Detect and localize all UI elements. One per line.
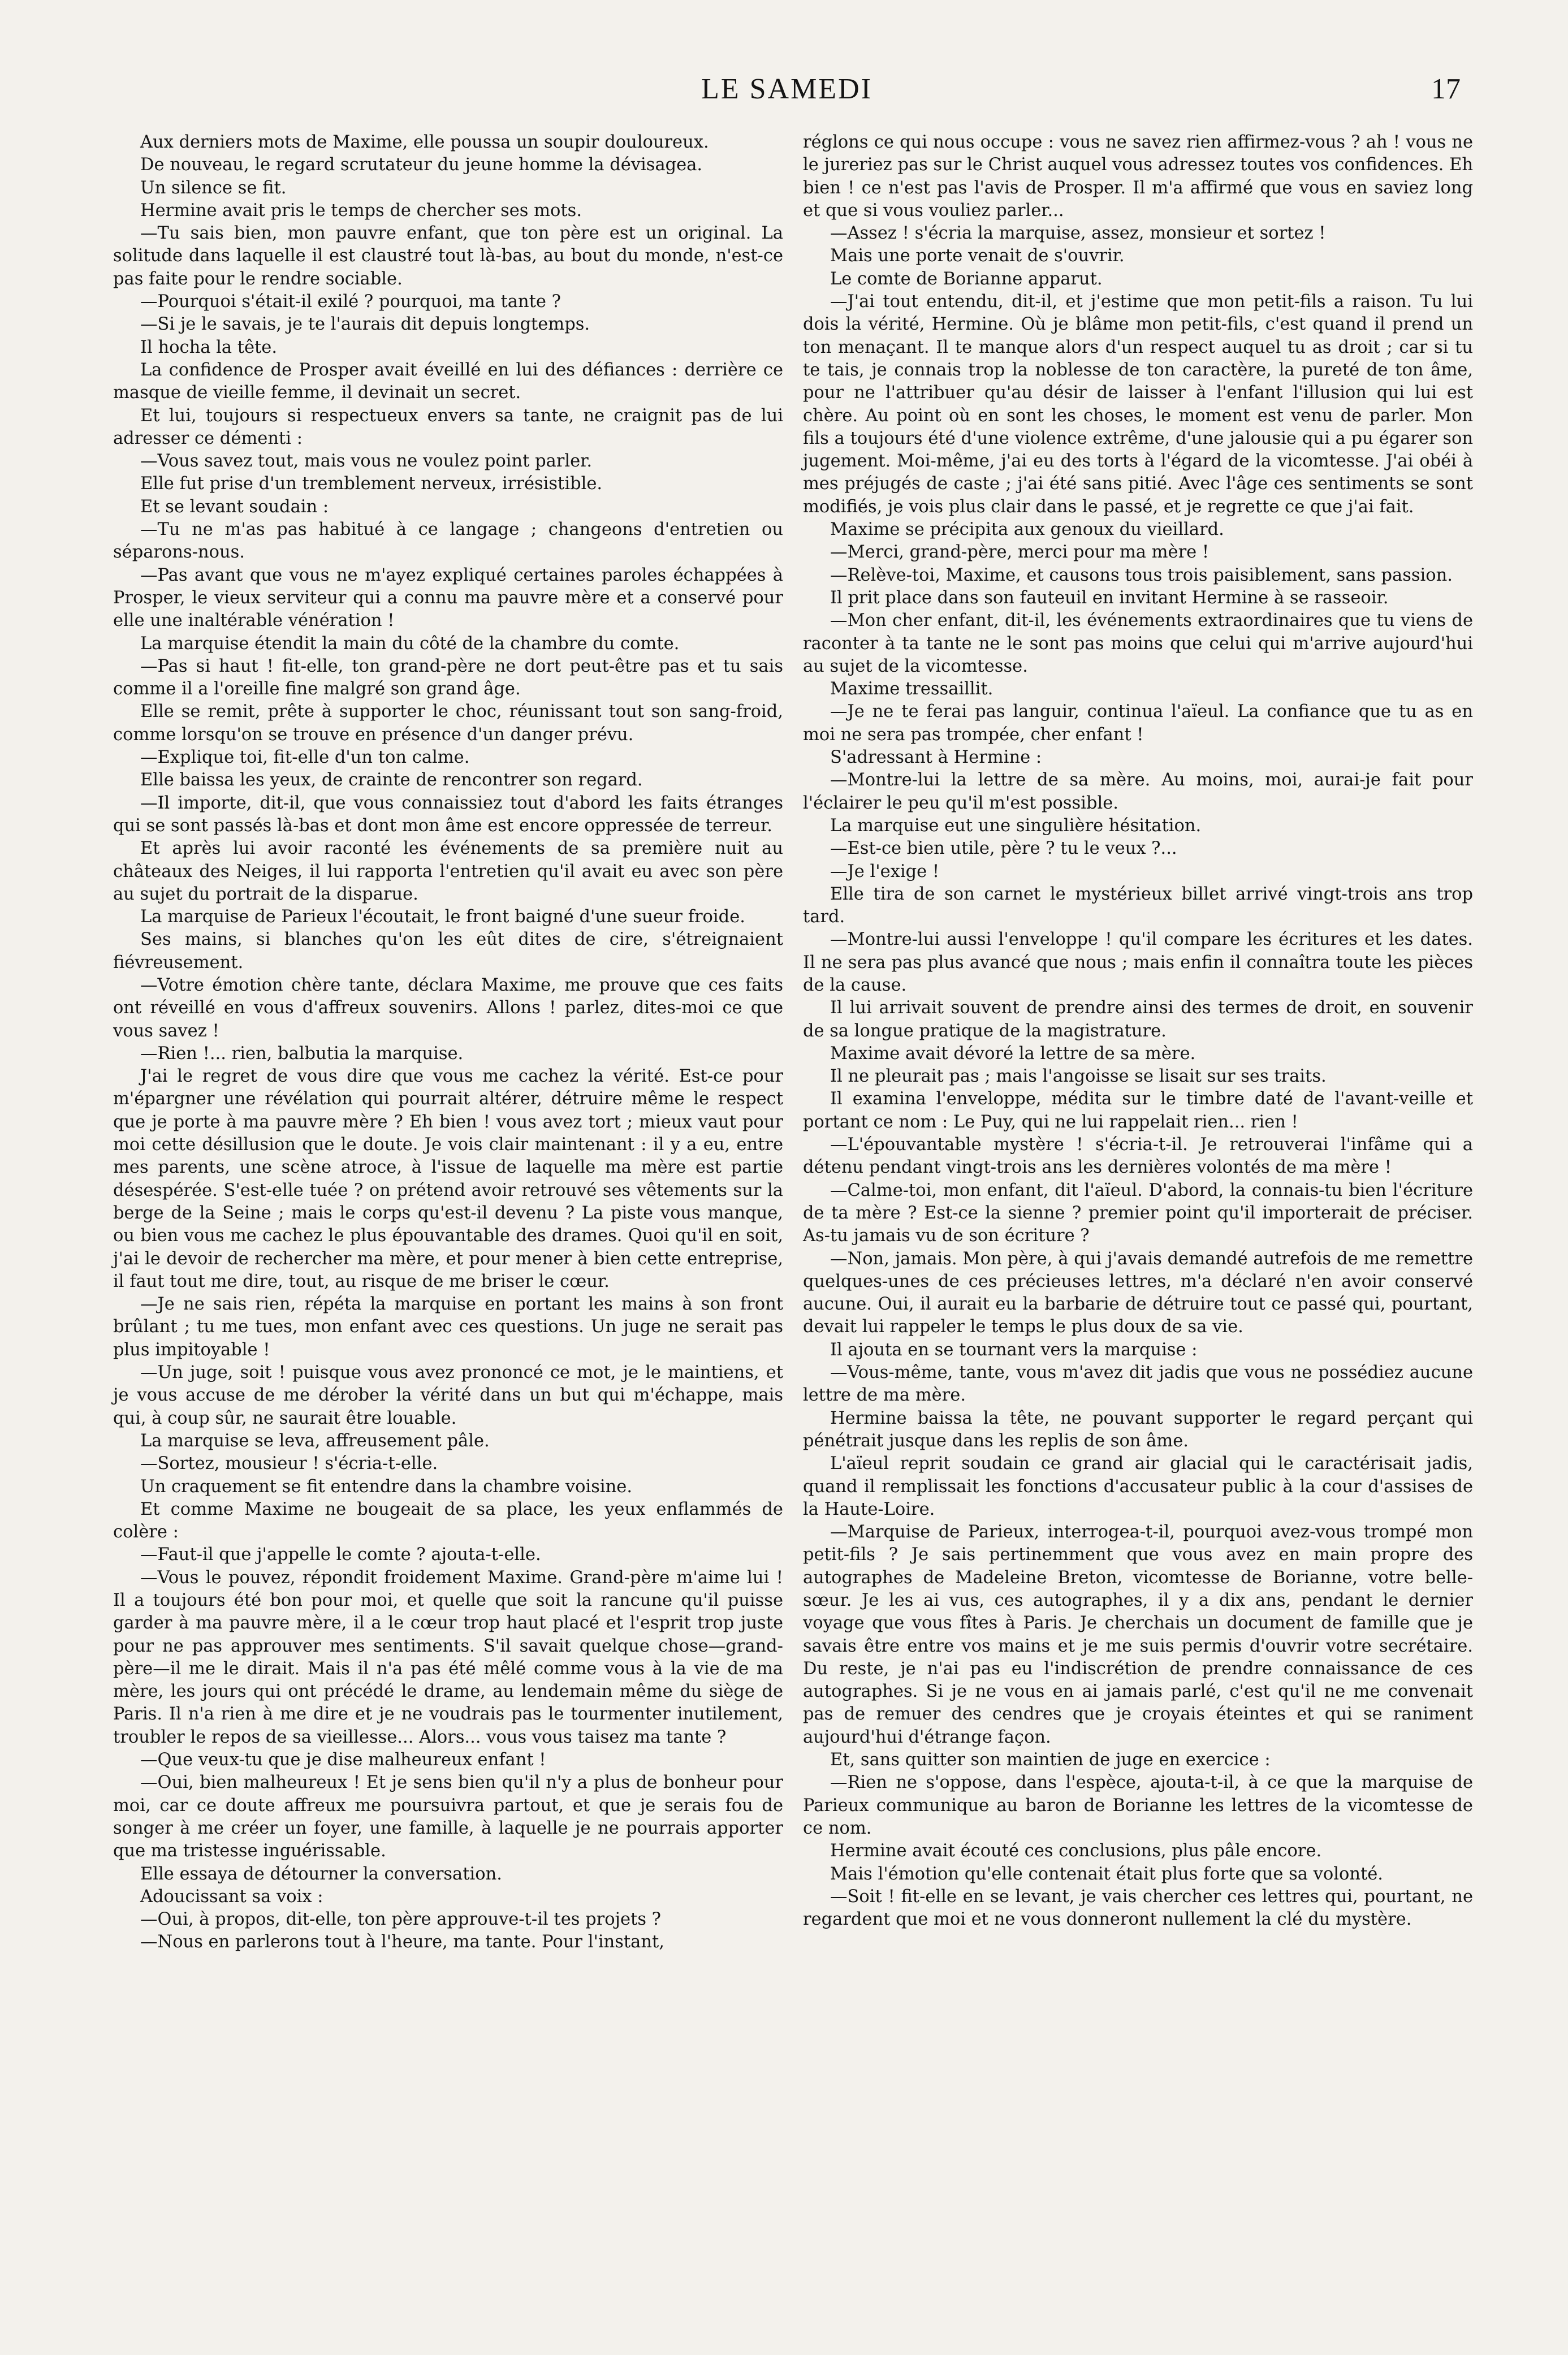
paragraph: Et après lui avoir raconté les événements de sa première nuit au châteaux des Neiges, il lui rapporta l'entretien qu'il avait eu avec son père au sujet du portrait de la disparue. bbox=[113, 839, 783, 904]
paragraph: —Votre émotion chère tante, déclara Maxime, me prouve que ces faits ont réveillé en vous d'affreux souvenirs. Allons ! parlez, dites-moi ce que vous savez ! bbox=[113, 975, 783, 1041]
paragraph: Adoucissant sa voix : bbox=[140, 1886, 323, 1907]
paragraph: —Rien !... rien, balbutia la marquise. bbox=[140, 1043, 464, 1064]
paragraph: —Pas si haut ! fit-elle, ton grand-père ne dort peut-être pas et tu sais comme il a l'oreille fine malgré son grand âge. bbox=[113, 656, 783, 699]
paragraph: Il lui arrivait souvent de prendre ainsi des termes de droit, en souvenir de sa longue pratique de la magistrature. bbox=[803, 998, 1473, 1041]
page-header bbox=[113, 68, 1461, 119]
paragraph: Maxime se précipita aux genoux du vieillard. bbox=[830, 520, 1224, 540]
paragraph: Mais une porte venait de s'ouvrir. bbox=[830, 246, 1125, 266]
left-column bbox=[113, 131, 783, 1954]
paragraph: Il ajouta en se tournant vers la marquise : bbox=[830, 1339, 1198, 1360]
paragraph: —Assez ! s'écria la marquise, assez, monsieur et sortez ! bbox=[830, 223, 1326, 244]
paragraph: —Relève-toi, Maxime, et causons tous trois paisiblement, sans passion. bbox=[830, 565, 1453, 585]
paragraph: —Vous-même, tante, vous m'avez dit jadis que vous ne possédiez aucune lettre de ma mère. bbox=[803, 1363, 1473, 1406]
paragraph: Elle essaya de détourner la conversation. bbox=[140, 1864, 502, 1884]
paragraph: La marquise eut une singulière hésitation. bbox=[830, 815, 1202, 836]
paragraph: —Je ne sais rien, répéta la marquise en portant les mains à son front brûlant ; tu me tues, mon enfant avec ces questions. Un juge ne serait pas plus impitoyable ! bbox=[113, 1294, 783, 1360]
paragraph: Et comme Maxime ne bougeait de sa place, les yeux enflammés de colère : bbox=[113, 1499, 783, 1542]
paragraph: Maxime tressaillit. bbox=[830, 679, 994, 699]
paragraph: —Sortez, mousieur ! s'écria-t-elle. bbox=[140, 1454, 438, 1474]
paragraph: —Non, jamais. Mon père, à qui j'avais demandé autrefois de me remettre quelques-unes de ces précieuses lettres, m'a déclaré n'en avoir conservé aucune. Oui, il aurait eu la barbarie de détruire tout ce passé qui, pourtant, devait lui rappeler le temps le plus doux de sa vie. bbox=[803, 1248, 1473, 1337]
paragraph: Un silence se fit. bbox=[140, 178, 287, 198]
paragraph: —Montre-lui la lettre de sa mère. Au moins, moi, aurai-je fait pour l'éclairer le peu qu'il m'est possible. bbox=[803, 770, 1473, 813]
paragraph: —Oui, bien malheureux ! Et je sens bien qu'il n'y a plus de bonheur pour moi, car ce doute affreux me poursuivra partout, et que je serais fou de songer à me créer un foyer, une famille, à laquelle je ne pourrais apporter que ma tristesse inguérissable. bbox=[113, 1773, 783, 1861]
paragraph: Et lui, toujours si respectueux envers sa tante, ne craignit pas de lui adresser ce démenti : bbox=[113, 405, 783, 448]
paragraph: Un craquement se fit entendre dans la chambre voisine. bbox=[140, 1476, 633, 1497]
paragraph: —Vous le pouvez, répondit froidement Maxime. Grand-père m'aime lui ! Il a toujours été bon pour moi, et quelle que soit la rancune qu'il puisse garder à ma pauvre mère, il a le cœur trop haut placé et l'esprit trop juste pour ne pas approuver mes sentiments. S'il savait quelque chose—grand-père—il me le dirait. Mais il n'a pas été mêlé comme vous à la vie de ma mère, les jours qui ont précédé le drame, au lendemain même du siège de Paris. Il n'a rien à me dire et je ne voudrais pas le tourmenter inutilement, troubler le repos de sa vieillesse... Alors... vous vous taisez ma tante ? bbox=[113, 1567, 783, 1747]
paragraph: Il ne pleurait pas ; mais l'angoisse se lisait sur ses traits. bbox=[830, 1066, 1327, 1087]
right-column bbox=[803, 131, 1473, 1931]
paragraph: —Que veux-tu que je dise malheureux enfant ! bbox=[140, 1750, 546, 1770]
paragraph: —Tu ne m'as pas habitué à ce langage ; changeons d'entretien ou séparons-nous. bbox=[113, 520, 783, 563]
paragraph: De nouveau, le regard scrutateur du jeune homme la dévisagea. bbox=[140, 155, 703, 175]
paragraph: —Oui, à propos, dit-elle, ton père approuve-t-il tes projets ? bbox=[140, 1909, 662, 1930]
paragraph: —Est-ce bien utile, père ? tu le veux ?... bbox=[830, 839, 1177, 859]
paragraph: Il hocha la tête. bbox=[140, 337, 278, 357]
paragraph: Hermine avait écouté ces conclusions, plus pâle encore. bbox=[830, 1841, 1322, 1861]
paragraph: Maxime avait dévoré la lettre de sa mère. bbox=[830, 1043, 1196, 1064]
paragraph: Il examina l'enveloppe, médita sur le timbre daté de l'avant-veille et portant ce nom : Le Puy, qui ne lui rappelait rien... rien ! bbox=[803, 1089, 1473, 1132]
paragraph: Elle se remit, prête à supporter le choc, réunissant tout son sang-froid, comme lorsqu'on se trouve en présence d'un danger prévu. bbox=[113, 702, 783, 745]
paragraph: L'aïeul reprit soudain ce grand air glacial qui le caractérisait jadis, quand il remplissait les fonctions d'accusateur public à la cour d'assises de la Haute-Loire. bbox=[803, 1454, 1473, 1519]
paragraph: Il prit place dans son fauteuil en invitant Hermine à se rasseoir. bbox=[830, 587, 1389, 608]
paragraph: S'adressant à Hermine : bbox=[830, 747, 1042, 768]
paragraph: La marquise de Parieux l'écoutait, le front baigné d'une sueur froide. bbox=[140, 907, 745, 927]
paragraph: —Soit ! fit-elle en se levant, je vais chercher ces lettres qui, pourtant, ne regardent que moi et ne vous donneront nullement la clé du mystère. bbox=[803, 1886, 1473, 1930]
paragraph: —Vous savez tout, mais vous ne voulez point parler. bbox=[140, 451, 593, 472]
paragraph: Et, sans quitter son maintien de juge en exercice : bbox=[830, 1750, 1271, 1770]
paragraph: —Mon cher enfant, dit-il, les événements extraordinaires que tu viens de raconter à ta tante ne le sont pas moins que celui qui m'arrive aujourd'hui au sujet de la vicomtesse. bbox=[803, 611, 1473, 676]
paragraph: —Rien ne s'oppose, dans l'espèce, ajouta-t-il, à ce que la marquise de Parieux communique au baron de Borianne les lettres de la vicomtesse de ce nom. bbox=[803, 1773, 1473, 1838]
paragraph: —Calme-toi, mon enfant, dit l'aïeul. D'abord, la connais-tu bien l'écriture de ta mère ? Est-ce la sienne ? premier point qu'il importerait de préciser. As-tu jamais vu de son écriture ? bbox=[803, 1180, 1473, 1246]
paragraph: —Pas avant que vous ne m'ayez expliqué certaines paroles échappées à Prosper, le vieux serviteur qui a connu ma pauvre mère et a conservé pour elle une inaltérable vénération ! bbox=[113, 565, 783, 631]
paragraph: Ses mains, si blanches qu'on les eût dites de cire, s'étreignaient fiévreusement. bbox=[113, 930, 783, 973]
paragraph: Aux derniers mots de Maxime, elle poussa un soupir douloureux. bbox=[140, 132, 709, 152]
paragraph: Hermine avait pris le temps de chercher ses mots. bbox=[140, 200, 582, 221]
paragraph: —Si je le savais, je te l'aurais dit depuis longtemps. bbox=[140, 314, 590, 335]
paragraph: Le comte de Borianne apparut. bbox=[830, 269, 1103, 289]
paragraph: La marquise étendit la main du côté de la chambre du comte. bbox=[140, 633, 680, 654]
paragraph: —Faut-il que j'appelle le comte ? ajouta-t-elle. bbox=[140, 1545, 541, 1565]
paragraph: Hermine baissa la tête, ne pouvant supporter le regard perçant qui pénétrait jusque dans les replis de son âme. bbox=[803, 1408, 1473, 1451]
paragraph: —Marquise de Parieux, interrogea-t-il, pourquoi avez-vous trompé mon petit-fils ? Je sais pertinemment que vous avez en main propre des autographes de Madeleine Breton, vicomtesse de Borianne, votre belle-sœur. Je les ai vus, ces autographes, il y a dix ans, pendant le dernier voyage que vous fîtes à Paris. Je cherchais un document de famille que je savais être entre vos mains et je me suis permis d'ouvrir votre secrétaire. Du reste, je n'ai pas eu l'indiscrétion de prendre connaissance de ces autographes. Si je ne vous en ai jamais parlé, c'est qu'il ne me convenait pas de remuer des cendres que je croyais éteintes et qui se raniment aujourd'hui d'étrange façon. bbox=[803, 1522, 1473, 1747]
page-number: 17 bbox=[1431, 73, 1461, 105]
paragraph: —J'ai tout entendu, dit-il, et j'estime que mon petit-fils a raison. Tu lui dois la vérité, Hermine. Où je blâme mon petit-fils, c'est quand il prend un ton menaçant. Il te manque alors d'un respect auquel tu as droit ; car si tu te tais, je connais trop la noblesse de ton caractère, la pureté de ton âme, pour ne l'attribuer qu'au désir de laisser à l'enfant l'illusion qui lui est chère. Au point où en sont les choses, le moment est venu de parler. Mon fils a toujours été d'une violence extrême, d'une jalousie qui a pu égarer son jugement. Moi-même, j'ai eu des torts à l'égard de la vicomtesse. J'ai obéi à mes préjugés de caste ; j'ai été sans pitié. Avec l'âge ces sentiments se sont modifiés, je vois plus clair dans le passé, et je regrette ce que j'ai fait. bbox=[803, 292, 1473, 517]
paragraph: —Nous en parlerons tout à l'heure, ma tante. Pour l'instant, bbox=[140, 1932, 664, 1952]
paragraph: —Merci, grand-père, merci pour ma mère ! bbox=[830, 542, 1210, 563]
paragraph: —Je l'exige ! bbox=[830, 861, 940, 881]
paragraph: —Il importe, dit-il, que vous connaissiez tout d'abord les faits étranges qui se sont passés là-bas et dont mon âme est encore oppressée de terreur. bbox=[113, 793, 783, 836]
paragraph: La marquise se leva, affreusement pâle. bbox=[140, 1431, 490, 1451]
paragraph: —Pourquoi s'était-il exilé ? pourquoi, ma tante ? bbox=[140, 292, 561, 312]
paragraph: Elle baissa les yeux, de crainte de rencontrer son regard. bbox=[140, 770, 643, 790]
paragraph: —Explique toi, fit-elle d'un ton calme. bbox=[140, 747, 470, 768]
paragraph: Mais l'émotion qu'elle contenait était plus forte que sa volonté. bbox=[830, 1864, 1383, 1884]
paragraph: —Montre-lui aussi l'enveloppe ! qu'il compare les écritures et les dates. Il ne sera pas plus avancé que nous ; mais enfin il connaîtra toute les pièces de la cause. bbox=[803, 930, 1473, 995]
paragraph: La confidence de Prosper avait éveillé en lui des défiances : derrière ce masque de vieille femme, il devinait un secret. bbox=[113, 360, 783, 403]
paragraph: Et se levant soudain : bbox=[140, 496, 329, 517]
paragraph: —Un juge, soit ! puisque vous avez prononcé ce mot, je le maintiens, et je vous accuse de me dérober la vérité dans un but qui m'échappe, mais qui, à coup sûr, ne saurait être louable. bbox=[113, 1363, 783, 1428]
paragraph: —Je ne te ferai pas languir, continua l'aïeul. La confiance que tu as en moi ne sera pas trompée, cher enfant ! bbox=[803, 702, 1473, 745]
paragraph: réglons ce qui nous occupe : vous ne savez rien affirmez-vous ? ah ! vous ne le jureriez pas sur le Christ auquel vous adressez toutes vos confidences. Eh bien ! ce n'est pas l'avis de Prosper. Il m'a affirmé que vous en saviez long et que si vous vouliez parler... bbox=[803, 132, 1473, 221]
publication-title: LE SAMEDI bbox=[701, 73, 872, 105]
paragraph: Elle tira de son carnet le mystérieux billet arrivé vingt-trois ans trop tard. bbox=[803, 884, 1473, 927]
paragraph: —Tu sais bien, mon pauvre enfant, que ton père est un original. La solitude dans laquelle il est claustré tout là-bas, au bout du monde, n'est-ce pas faite pour le rendre sociable. bbox=[113, 223, 783, 289]
paragraph: Elle fut prise d'un tremblement nerveux, irrésistible. bbox=[140, 474, 603, 494]
paragraph: —L'épouvantable mystère ! s'écria-t-il. Je retrouverai l'infâme qui a détenu pendant vingt-trois ans les dernières volontés de ma mère ! bbox=[803, 1135, 1473, 1178]
paragraph: J'ai le regret de vous dire que vous me cachez la vérité. Est-ce pour m'épargner une révélation qui pourrait altérer, détruire même le respect que je porte à ma pauvre mère ? Eh bien ! vous avez tort ; mieux vaut pour moi cette désillusion que le doute. Je vois clair maintenant : il y a eu, entre mes parents, une scène atroce, à l'issue de laquelle ma mère est partie désespérée. S'est-elle tuée ? on prétend avoir retrouvé ses vêtements sur la berge de la Seine ; mais le corps qu'est-il devenu ? La piste vous manque, ou bien vous me cachez le plus épouvantable des drames. Quoi qu'il en soit, j'ai le devoir de rechercher ma mère, et pour mener à bien cette entreprise, il faut tout me dire, tout, au risque de me briser le cœur. bbox=[113, 1066, 783, 1291]
